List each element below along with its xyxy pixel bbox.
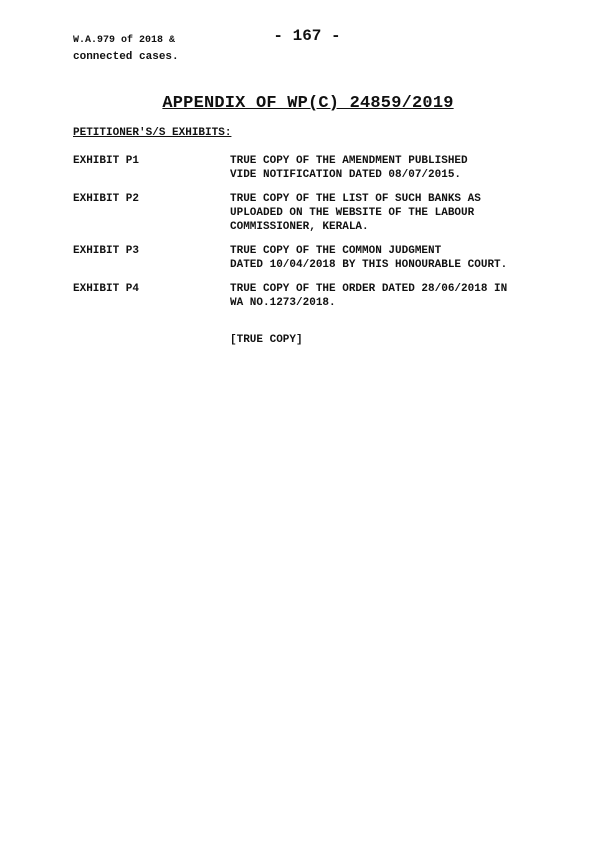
exhibit-description: TRUE COPY OF THE ORDER DATED 28/06/2018 IN WA NO.1273/2018. <box>230 283 508 309</box>
page-number: - 167 - <box>273 27 341 45</box>
exhibit-label: EXHIBIT P1 <box>73 155 140 167</box>
exhibit-label: EXHIBIT P3 <box>73 245 140 257</box>
exhibit-description: TRUE COPY OF THE AMENDMENT PUBLISHED VIDE NOTIFICATION DATED 08/07/2015. <box>230 155 468 181</box>
exhibit-list <box>73 154 553 320</box>
true-copy-note: [TRUE COPY] <box>230 334 303 346</box>
exhibit-row <box>73 244 553 272</box>
exhibit-description: TRUE COPY OF THE COMMON JUDGMENT DATED 10/04/2018 BY THIS HONOURABLE COURT. <box>230 245 508 271</box>
case-reference-line-1: W.A.979 of 2018 & <box>73 35 176 46</box>
exhibit-row <box>73 192 553 234</box>
exhibit-label: EXHIBIT P4 <box>73 283 140 295</box>
exhibit-row <box>73 282 553 310</box>
case-reference-line-2: connected cases. <box>73 51 179 63</box>
appendix-title: APPENDIX OF WP(C) 24859/2019 <box>162 94 454 113</box>
section-heading: PETITIONER'S/S EXHIBITS: <box>73 127 232 139</box>
exhibit-label: EXHIBIT P2 <box>73 193 140 205</box>
exhibit-description: TRUE COPY OF THE LIST OF SUCH BANKS AS UPLOADED ON THE WEBSITE OF THE LABOUR COMMISSIONER, KERALA. <box>230 193 481 233</box>
exhibit-row <box>73 154 553 182</box>
